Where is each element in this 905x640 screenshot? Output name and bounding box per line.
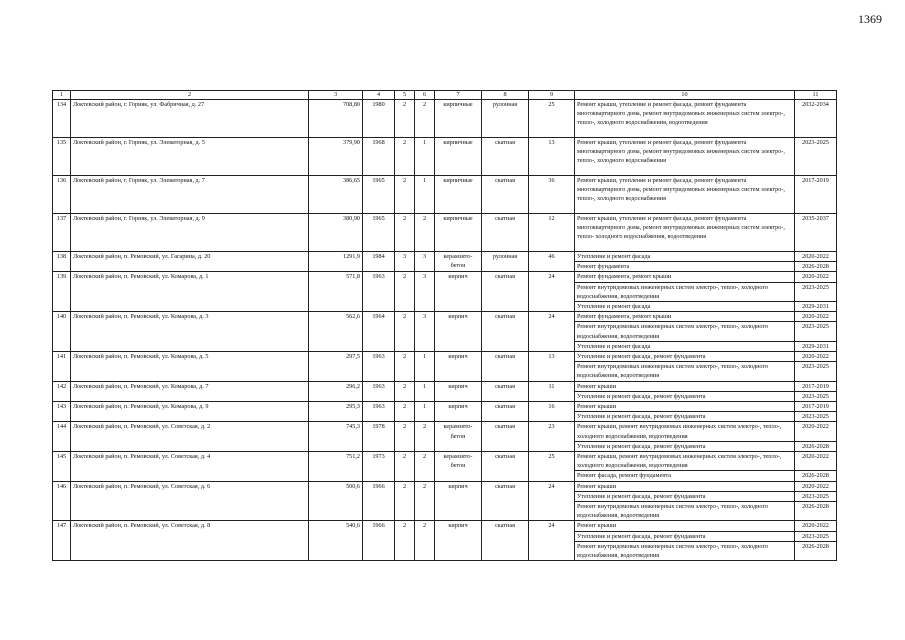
work-description-cell: Ремонт крыши, утепление и ремонт фасада, ремонт фундамента многоквартирного дома, ремонт внутридомовых инженерных систем электро-, тепло-, холодного водоснабжения bbox=[575, 138, 795, 176]
roof-type-cell: рулонная bbox=[482, 100, 529, 138]
work-description-cell: Ремонт крыши, ремонт внутридомовых инженерных систем электро-, тепло-, холодного водоснабжения, водоотведения bbox=[575, 452, 795, 471]
area-cell: 745,3 bbox=[309, 422, 363, 452]
entrances-cell: 2 bbox=[415, 214, 435, 252]
period-cell: 2017-2019 bbox=[795, 381, 837, 391]
column-number: 8 bbox=[482, 91, 529, 100]
table-row bbox=[53, 252, 837, 262]
apartments-cell: 24 bbox=[529, 272, 575, 312]
period-cell: 2032-2034 bbox=[795, 100, 837, 138]
row-number: 139 bbox=[53, 272, 71, 312]
year-cell: 1984 bbox=[363, 252, 395, 272]
year-cell: 1963 bbox=[363, 352, 395, 382]
period-cell: 2020-2022 bbox=[795, 312, 837, 322]
work-description-cell: Ремонт внутридомовых инженерных систем электро-, тепло-, холодного водоснабжения, водоотведения bbox=[575, 282, 795, 301]
floors-cell: 2 bbox=[395, 214, 415, 252]
area-cell: 571,8 bbox=[309, 272, 363, 312]
roof-type-cell: скатная bbox=[482, 402, 529, 422]
roof-type-cell: скатная bbox=[482, 272, 529, 312]
table-row bbox=[53, 452, 837, 471]
area-cell: 751,2 bbox=[309, 452, 363, 482]
wall-material-cell: кирпичные bbox=[435, 214, 482, 252]
floors-cell: 2 bbox=[395, 138, 415, 176]
period-cell: 2026-2028 bbox=[795, 262, 837, 272]
work-description-cell: Ремонт крыши bbox=[575, 521, 795, 531]
roof-type-cell: скатная bbox=[482, 312, 529, 352]
year-cell: 1963 bbox=[363, 272, 395, 312]
work-description-cell: Ремонт крыши, ремонт внутридомовых инженерных систем электро-, тепло-, холодного водоснабжения, водоотведения bbox=[575, 422, 795, 441]
work-description-cell: Ремонт фундамента bbox=[575, 262, 795, 272]
year-cell: 1980 bbox=[363, 100, 395, 138]
apartments-cell: 24 bbox=[529, 521, 575, 561]
column-number: 7 bbox=[435, 91, 482, 100]
year-cell: 1964 bbox=[363, 312, 395, 352]
area-cell: 708,80 bbox=[309, 100, 363, 138]
apartments-cell: 24 bbox=[529, 481, 575, 521]
roof-type-cell: скатная bbox=[482, 452, 529, 482]
period-cell: 2020-2022 bbox=[795, 272, 837, 282]
roof-type-cell: скатная bbox=[482, 176, 529, 214]
address-cell: Локтевский район, г. Горняк, ул. Элеваторная, д. 5 bbox=[71, 138, 309, 176]
work-description-cell: Ремонт внутридомовых инженерных систем электро-, тепло-, холодного водоснабжения, водоотведения bbox=[575, 502, 795, 521]
wall-material-cell: кирпич bbox=[435, 381, 482, 401]
floors-cell: 2 bbox=[395, 481, 415, 521]
row-number: 143 bbox=[53, 402, 71, 422]
period-cell: 2017-2019 bbox=[795, 176, 837, 214]
year-cell: 1966 bbox=[363, 521, 395, 561]
apartments-cell: 25 bbox=[529, 100, 575, 138]
wall-material-cell: кирпич bbox=[435, 521, 482, 561]
period-cell: 2026-2028 bbox=[795, 441, 837, 451]
work-description-cell: Ремонт фундамента, ремонт крыши bbox=[575, 312, 795, 322]
table-row bbox=[53, 381, 837, 391]
area-cell: 500,6 bbox=[309, 481, 363, 521]
area-cell: 540,6 bbox=[309, 521, 363, 561]
work-description-cell: Ремонт крыши, утепление и ремонт фасада, ремонт фундамента многоквартирного дома, ремонт внутридомовых инженерных систем электро-, тепло- холодного водоснабжения, водоотведения bbox=[575, 214, 795, 252]
entrances-cell: 2 bbox=[415, 521, 435, 561]
area-cell: 380,90 bbox=[309, 214, 363, 252]
roof-type-cell: скатная bbox=[482, 381, 529, 401]
period-cell: 2029-2031 bbox=[795, 302, 837, 312]
period-cell: 2023-2025 bbox=[795, 282, 837, 301]
row-number: 135 bbox=[53, 138, 71, 176]
period-cell: 2035-2037 bbox=[795, 214, 837, 252]
work-description-cell: Ремонт фасада, ремонт фундамента bbox=[575, 471, 795, 481]
row-number: 138 bbox=[53, 252, 71, 272]
work-description-cell: Утепление и ремонт фасада, ремонт фундамента bbox=[575, 352, 795, 362]
work-description-cell: Утепление и ремонт фасада bbox=[575, 252, 795, 262]
area-cell: 296,2 bbox=[309, 381, 363, 401]
work-description-cell: Ремонт фундамента, ремонт крыши bbox=[575, 272, 795, 282]
address-cell: Локтевский район, п. Ремовский, ул. Комарова, д. 1 bbox=[71, 272, 309, 312]
roof-type-cell: скатная bbox=[482, 481, 529, 521]
period-cell: 2020-2022 bbox=[795, 352, 837, 362]
row-number: 146 bbox=[53, 481, 71, 521]
column-number: 10 bbox=[575, 91, 795, 100]
area-cell: 295,3 bbox=[309, 402, 363, 422]
address-cell: Локтевский район, п. Ремовский, ул. Советская, д. 2 bbox=[71, 422, 309, 452]
column-number: 6 bbox=[415, 91, 435, 100]
apartments-cell: 11 bbox=[529, 381, 575, 401]
entrances-cell: 1 bbox=[415, 176, 435, 214]
area-cell: 1291,9 bbox=[309, 252, 363, 272]
row-number: 140 bbox=[53, 312, 71, 352]
floors-cell: 2 bbox=[395, 521, 415, 561]
row-number: 137 bbox=[53, 214, 71, 252]
area-cell: 386,65 bbox=[309, 176, 363, 214]
period-cell: 2026-2028 bbox=[795, 541, 837, 560]
work-description-cell: Утепление и ремонт фасада, ремонт фундамента bbox=[575, 441, 795, 451]
apartments-cell: 24 bbox=[529, 312, 575, 352]
wall-material-cell: керамзито-бетон bbox=[435, 252, 482, 272]
apartments-cell: 36 bbox=[529, 176, 575, 214]
table-row bbox=[53, 272, 837, 282]
row-number: 145 bbox=[53, 452, 71, 482]
year-cell: 1965 bbox=[363, 176, 395, 214]
floors-cell: 2 bbox=[395, 352, 415, 382]
row-number: 144 bbox=[53, 422, 71, 452]
address-cell: Локтевский район, п. Ремовский, ул. Комарова, д. 3 bbox=[71, 312, 309, 352]
year-cell: 1963 bbox=[363, 381, 395, 401]
table-row bbox=[53, 138, 837, 176]
entrances-cell: 1 bbox=[415, 381, 435, 401]
period-cell: 2020-2022 bbox=[795, 422, 837, 441]
entrances-cell: 3 bbox=[415, 312, 435, 352]
year-cell: 1965 bbox=[363, 214, 395, 252]
row-number: 136 bbox=[53, 176, 71, 214]
apartments-cell: 13 bbox=[529, 138, 575, 176]
roof-type-cell: рулонная bbox=[482, 252, 529, 272]
table-row bbox=[53, 100, 837, 138]
area-cell: 562,6 bbox=[309, 312, 363, 352]
work-description-cell: Утепление и ремонт фасада, ремонт фундамента bbox=[575, 531, 795, 541]
apartments-cell: 16 bbox=[529, 402, 575, 422]
address-cell: Локтевский район, п. Ремовский, ул. Советская, д. 4 bbox=[71, 452, 309, 482]
period-cell: 2023-2025 bbox=[795, 362, 837, 381]
column-number: 1 bbox=[53, 91, 71, 100]
work-description-cell: Утепление и ремонт фасада bbox=[575, 341, 795, 351]
floors-cell: 2 bbox=[395, 402, 415, 422]
row-number: 142 bbox=[53, 381, 71, 401]
period-cell: 2020-2022 bbox=[795, 521, 837, 531]
area-cell: 379,90 bbox=[309, 138, 363, 176]
apartments-cell: 13 bbox=[529, 352, 575, 382]
wall-material-cell: кирпичные bbox=[435, 100, 482, 138]
page-number: 1369 bbox=[858, 12, 882, 26]
period-cell: 2026-2028 bbox=[795, 471, 837, 481]
work-description-cell: Ремонт внутридомовых инженерных систем электро-, тепло-, холодного водоснабжения, водоотведения bbox=[575, 362, 795, 381]
entrances-cell: 2 bbox=[415, 100, 435, 138]
entrances-cell: 2 bbox=[415, 452, 435, 482]
wall-material-cell: кирпичные bbox=[435, 176, 482, 214]
period-cell: 2023-2025 bbox=[795, 138, 837, 176]
work-description-cell: Ремонт крыши, утепление и ремонт фасада, ремонт фундамента многоквартирного дома, ремонт внутридомовых инженерных систем электро-, тепло-, холодного водоснабжения bbox=[575, 176, 795, 214]
entrances-cell: 3 bbox=[415, 272, 435, 312]
table-row bbox=[53, 176, 837, 214]
table-row bbox=[53, 481, 837, 491]
roof-type-cell: скатная bbox=[482, 138, 529, 176]
work-description-cell: Ремонт крыши bbox=[575, 402, 795, 412]
address-cell: Локтевский район, п. Ремовский, ул. Советская, д. 8 bbox=[71, 521, 309, 561]
work-description-cell: Ремонт крыши, утепление и ремонт фасада, ремонт фундамента многоквартирного дома, ремонт внутридомовых инженерных систем электро-, тепло-, холодного водоснабжения, водоотведения bbox=[575, 100, 795, 138]
table-row bbox=[53, 521, 837, 531]
year-cell: 1973 bbox=[363, 452, 395, 482]
work-description-cell: Ремонт крыши bbox=[575, 481, 795, 491]
work-description-cell: Ремонт внутридомовых инженерных систем электро-, тепло-, холодного водоснабжения, водоотведения bbox=[575, 322, 795, 341]
work-description-cell: Утепление и ремонт фасада bbox=[575, 302, 795, 312]
housing-repair-table bbox=[52, 90, 837, 561]
roof-type-cell: скатная bbox=[482, 352, 529, 382]
period-cell: 2026-2028 bbox=[795, 502, 837, 521]
wall-material-cell: керамзито-бетон bbox=[435, 452, 482, 482]
column-number: 4 bbox=[363, 91, 395, 100]
wall-material-cell: кирпич bbox=[435, 481, 482, 521]
address-cell: Локтевский район, п. Ремовский, ул. Советская, д. 6 bbox=[71, 481, 309, 521]
table-row bbox=[53, 214, 837, 252]
apartments-cell: 12 bbox=[529, 214, 575, 252]
column-number-row bbox=[53, 91, 837, 100]
wall-material-cell: кирпич bbox=[435, 352, 482, 382]
apartments-cell: 46 bbox=[529, 252, 575, 272]
work-description-cell: Утепление и ремонт фасада, ремонт фундамента bbox=[575, 412, 795, 422]
address-cell: Локтевский район, п. Ремовский, ул. Гагарина, д. 20 bbox=[71, 252, 309, 272]
floors-cell: 2 bbox=[395, 312, 415, 352]
period-cell: 2020-2022 bbox=[795, 452, 837, 471]
floors-cell: 2 bbox=[395, 176, 415, 214]
column-number: 9 bbox=[529, 91, 575, 100]
entrances-cell: 2 bbox=[415, 481, 435, 521]
wall-material-cell: керамзито-бетон bbox=[435, 422, 482, 452]
apartments-cell: 23 bbox=[529, 422, 575, 452]
wall-material-cell: кирпич bbox=[435, 272, 482, 312]
wall-material-cell: кирпичные bbox=[435, 138, 482, 176]
roof-type-cell: скатная bbox=[482, 214, 529, 252]
floors-cell: 3 bbox=[395, 252, 415, 272]
wall-material-cell: кирпич bbox=[435, 312, 482, 352]
area-cell: 297,5 bbox=[309, 352, 363, 382]
year-cell: 1978 bbox=[363, 422, 395, 452]
column-number: 2 bbox=[71, 91, 309, 100]
period-cell: 2023-2025 bbox=[795, 412, 837, 422]
year-cell: 1968 bbox=[363, 138, 395, 176]
row-number: 147 bbox=[53, 521, 71, 561]
address-cell: Локтевский район, г. Горняк, ул. Элеваторная, д. 9 bbox=[71, 214, 309, 252]
floors-cell: 2 bbox=[395, 100, 415, 138]
year-cell: 1966 bbox=[363, 481, 395, 521]
entrances-cell: 1 bbox=[415, 402, 435, 422]
period-cell: 2017-2019 bbox=[795, 402, 837, 412]
column-number: 3 bbox=[309, 91, 363, 100]
work-description-cell: Утепление и ремонт фасада, ремонт фундамента bbox=[575, 391, 795, 401]
table-row bbox=[53, 312, 837, 322]
floors-cell: 2 bbox=[395, 452, 415, 482]
row-number: 134 bbox=[53, 100, 71, 138]
entrances-cell: 1 bbox=[415, 138, 435, 176]
roof-type-cell: скатная bbox=[482, 422, 529, 452]
floors-cell: 2 bbox=[395, 272, 415, 312]
table-row bbox=[53, 422, 837, 441]
apartments-cell: 25 bbox=[529, 452, 575, 482]
year-cell: 1963 bbox=[363, 402, 395, 422]
address-cell: Локтевский район, п. Ремовский, ул. Комарова, д. 5 bbox=[71, 352, 309, 382]
period-cell: 2029-2031 bbox=[795, 341, 837, 351]
period-cell: 2023-2025 bbox=[795, 322, 837, 341]
floors-cell: 2 bbox=[395, 381, 415, 401]
entrances-cell: 3 bbox=[415, 252, 435, 272]
table-row bbox=[53, 402, 837, 412]
row-number: 141 bbox=[53, 352, 71, 382]
roof-type-cell: скатная bbox=[482, 521, 529, 561]
period-cell: 2023-2025 bbox=[795, 491, 837, 501]
table-row bbox=[53, 352, 837, 362]
floors-cell: 2 bbox=[395, 422, 415, 452]
address-cell: Локтевский район, г. Горняк, ул. Фабричная, д. 27 bbox=[71, 100, 309, 138]
work-description-cell: Утепление и ремонт фасада, ремонт фундамента bbox=[575, 491, 795, 501]
period-cell: 2023-2025 bbox=[795, 391, 837, 401]
period-cell: 2023-2025 bbox=[795, 531, 837, 541]
column-number: 11 bbox=[795, 91, 837, 100]
period-cell: 2020-2022 bbox=[795, 252, 837, 262]
work-description-cell: Ремонт внутридомовых инженерных систем электро-, тепло-, холодного водоснабжения, водоотведения bbox=[575, 541, 795, 560]
address-cell: Локтевский район, п. Ремовский, ул. Комарова, д. 9 bbox=[71, 402, 309, 422]
address-cell: Локтевский район, п. Ремовский, ул. Комарова, д. 7 bbox=[71, 381, 309, 401]
entrances-cell: 2 bbox=[415, 422, 435, 452]
wall-material-cell: кирпич bbox=[435, 402, 482, 422]
entrances-cell: 1 bbox=[415, 352, 435, 382]
period-cell: 2020-2022 bbox=[795, 481, 837, 491]
table-body bbox=[53, 91, 837, 561]
address-cell: Локтевский район, г. Горняк, ул. Элеваторная, д. 7 bbox=[71, 176, 309, 214]
work-description-cell: Ремонт крыши bbox=[575, 381, 795, 391]
column-number: 5 bbox=[395, 91, 415, 100]
